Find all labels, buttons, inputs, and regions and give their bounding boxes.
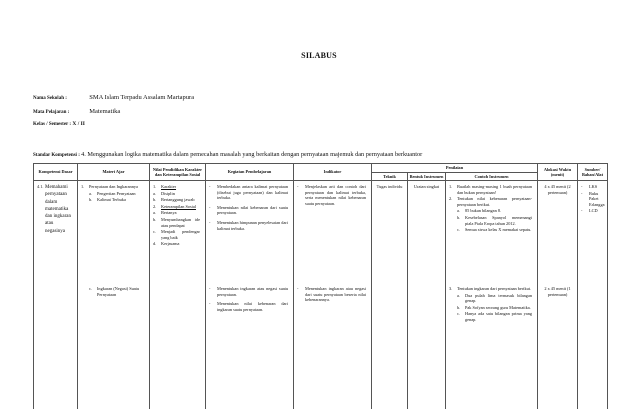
list-item: a. Bertanya bbox=[153, 210, 177, 216]
kd-cell bbox=[34, 181, 78, 284]
mapel-value: Matematika bbox=[89, 108, 121, 115]
list-item: a. Dua pulah lima termasuk bilangan genap. bbox=[457, 292, 532, 304]
sumber-cell bbox=[578, 283, 608, 409]
contoh-cell bbox=[446, 283, 538, 409]
teknik-cell bbox=[372, 283, 408, 409]
bentuk-cell: Uraian singkat bbox=[408, 181, 446, 284]
list-item: a. Disiplin bbox=[153, 190, 175, 196]
list-item: 2. Keterampilan Sosial bbox=[153, 203, 196, 209]
list-item: - LCD bbox=[581, 208, 598, 214]
kelas-value: X / II bbox=[72, 121, 85, 127]
contoh-cell bbox=[446, 181, 538, 284]
list-item: - LKS bbox=[581, 184, 598, 190]
header-alokasi: Alokasi Waktu (menit) bbox=[538, 164, 578, 181]
table-row bbox=[34, 181, 608, 284]
list-item: c. Hanya ada satu bilangan prima yang genap. bbox=[457, 311, 532, 323]
indikator-cell bbox=[294, 181, 372, 284]
list-item: - Menentukan himpunan penyelesaian dari kalimat terbuka. bbox=[209, 220, 288, 231]
list-item: b. Pak Sofyan seorang guru Matematika. bbox=[457, 304, 531, 310]
standar-value: 4. Menggunakan logika matematika dalam pemecahan masalah yang berkaitan dengan pernyataan majemuk dan pernyataan berkuantor bbox=[81, 151, 423, 158]
header-materi: Materi Ajar bbox=[78, 164, 150, 181]
meta-kelas bbox=[33, 121, 85, 127]
alokasi-cell: 2 x 45 menit (1 pertemuan) bbox=[538, 283, 578, 409]
list-item: 1. Karakter bbox=[153, 184, 177, 190]
sekolah-label: Nama Sekolah : bbox=[33, 96, 67, 101]
list-item: b. Menyumbangkan ide atau pendapat bbox=[153, 217, 200, 228]
nilai-cell bbox=[150, 283, 206, 409]
header-teknik: Teknik bbox=[372, 172, 408, 181]
silabus-table bbox=[33, 163, 608, 409]
list-item: 1. Buatlah masing-masing 1 buah pernyataan dan bukan pernyataan! bbox=[449, 184, 532, 195]
indikator-cell bbox=[294, 283, 372, 409]
table-row bbox=[34, 283, 608, 409]
list-item: - Menentukan ingkaran atau negasi dari suatu pernyataan beserta nilai kebenarannya. bbox=[297, 286, 366, 303]
materi-cell bbox=[78, 283, 150, 409]
bentuk-cell bbox=[408, 283, 446, 409]
kd-text: Memahami pernyataan dalam matematika dan ingkaran atau negasinya bbox=[45, 185, 71, 234]
list-item: b. Kesebelasan Spanyol memenangi piala Piala Eropa tahun 2012. bbox=[457, 215, 532, 226]
list-item: - Menentukan ingkaran atau negasi suatu pernyataan. bbox=[209, 286, 288, 297]
list-item: d. Kerjasama bbox=[153, 241, 180, 247]
header-bentuk: Bentuk Instrumen bbox=[408, 172, 446, 181]
list-item: a. Pengertian Pernyataan bbox=[89, 190, 136, 196]
list-item: c. Ingkaran (Negasi) Suatu Pernyataan bbox=[89, 286, 139, 297]
kegiatan-cell bbox=[206, 283, 294, 409]
header-nilai: Nilai Pendidikan Karakter dan Keterampilan Sosial bbox=[150, 164, 206, 181]
list-item: 2. Tentukan nilai kebenaran pernyataan-pernyataan berikut. bbox=[449, 196, 532, 207]
meta-sekolah bbox=[33, 94, 194, 101]
list-item: 3. Tentukan ingkaran dari pernyataan berikut. bbox=[449, 286, 532, 292]
list-item: a. 85 bukan bilangan 8. bbox=[457, 208, 502, 214]
header-kegiatan: Kegiatan Pembelajaran bbox=[206, 164, 294, 181]
page-title: SILABUS bbox=[301, 51, 337, 60]
list-item: - Buku Paket Erlangga bbox=[581, 190, 605, 207]
header-kompetensi: Kompetensi Dasar bbox=[34, 164, 78, 181]
kd-number: 4.1. bbox=[37, 184, 44, 190]
kegiatan-cell bbox=[206, 181, 294, 284]
list-item: b. Kalimat Terbuka bbox=[89, 197, 126, 203]
kelas-label: Kelas / Semester : bbox=[33, 122, 72, 127]
list-item: - Menjelaskan arti dan contoh dari pernyataan dan kalimat terbuka, serta menentukan nilai kebenaran suatu pernyataan. bbox=[297, 184, 366, 206]
list-item: - Menentukan nilai kebenaran dari suatu pernyataan. bbox=[209, 204, 288, 216]
list-item: b. Bertanggung jawab bbox=[153, 197, 195, 203]
header-penilaian: Penilaian bbox=[372, 164, 538, 173]
meta-mapel bbox=[33, 108, 120, 115]
list-item: - Membedakan antara kalimat pernyataan (disebut juga pernyataan) dan kalimat terbuka. bbox=[209, 184, 288, 201]
mapel-label: Mata Pelajaran : bbox=[33, 110, 70, 115]
sekolah-value: SMA Islam Terpadu Assalam Martapura bbox=[89, 94, 195, 101]
header-contoh: Contoh Instrumen bbox=[446, 172, 538, 181]
header-sumber: Sumber/ Bahan/Alat bbox=[578, 164, 608, 181]
sumber-cell bbox=[578, 181, 608, 284]
nilai-cell bbox=[150, 181, 206, 284]
list-item: c. Menjadi pendengar yang baik bbox=[153, 229, 200, 240]
list-item: c. Semua siswa kelas X memakai sepatu. bbox=[457, 227, 532, 233]
materi-cell bbox=[78, 181, 150, 284]
header-indikator: Indikator bbox=[294, 164, 372, 181]
standar-label: Standar Kompetensi : bbox=[33, 153, 80, 158]
standar-kompetensi bbox=[33, 151, 422, 158]
kd-cell bbox=[34, 283, 78, 409]
list-item: 1. Pernyataan dan Ingkarannya bbox=[81, 184, 138, 190]
teknik-cell: Tugas individu bbox=[372, 181, 408, 284]
alokasi-cell: 4 x 45 menit (2 pertemuan) bbox=[538, 181, 578, 284]
list-item: - Menentukan nilai kebenaran dari ingkaran suatu pernyataan. bbox=[209, 301, 288, 312]
